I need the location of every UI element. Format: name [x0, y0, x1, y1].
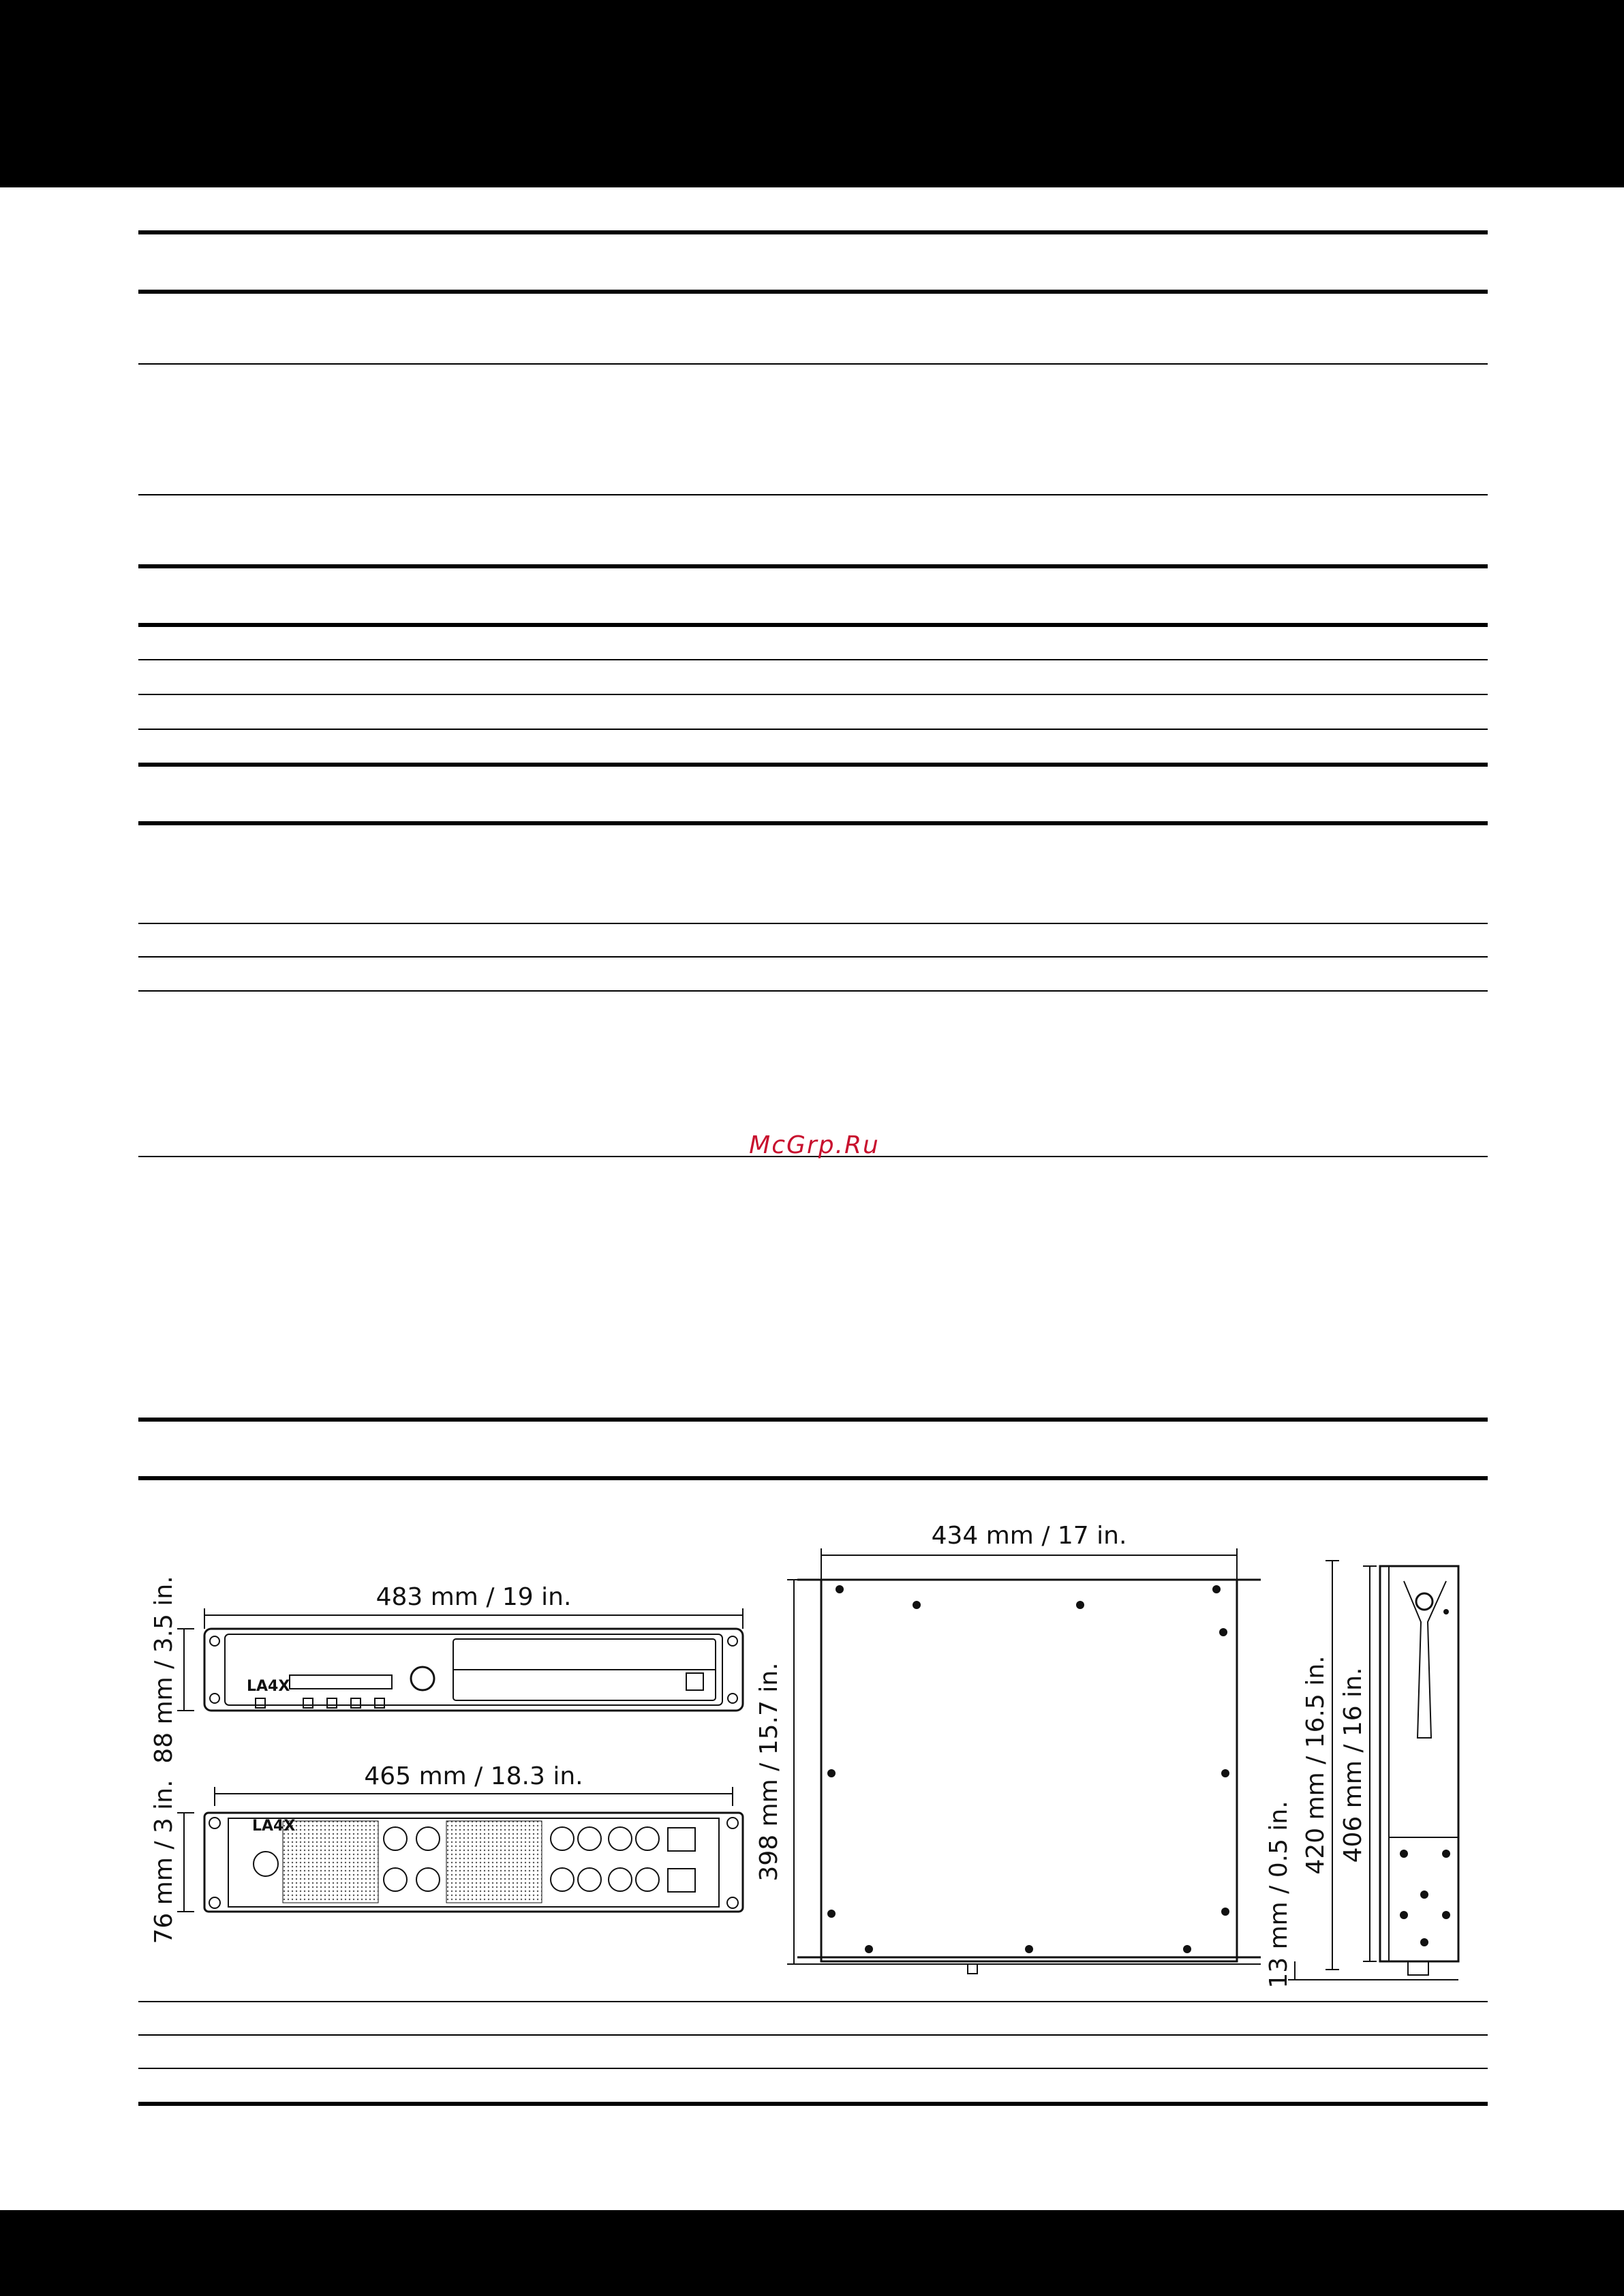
front-model-label: LA4X	[247, 1678, 290, 1695]
table-rule	[138, 2102, 1488, 2106]
table-rule	[138, 821, 1488, 825]
table-rule	[138, 956, 1488, 958]
side-overall-depth-dimension: 420 mm / 16.5 in.	[1302, 1655, 1330, 1875]
top-depth-dimension: 398 mm / 15.7 in.	[755, 1662, 783, 1882]
top-width-dimension: 434 mm / 17 in.	[931, 1522, 1127, 1550]
top-view	[787, 1548, 1261, 1974]
table-rule	[138, 494, 1488, 495]
front-width-dimension: 483 mm / 19 in.	[376, 1583, 572, 1611]
table-rule	[138, 659, 1488, 660]
table-rule	[138, 2068, 1488, 2069]
front-height-dimension: 88 mm / 3.5 in.	[150, 1576, 178, 1764]
table-rule	[138, 2034, 1488, 2036]
table-rule	[138, 1476, 1488, 1480]
rear-height-dimension: 76 mm / 3 in.	[150, 1779, 178, 1944]
footer-band	[0, 2210, 1624, 2296]
side-view-screws	[1400, 1609, 1450, 1946]
table-rule	[138, 1418, 1488, 1422]
rear-model-label: LA4X	[252, 1818, 296, 1835]
table-rule	[138, 694, 1488, 695]
top-view-screws	[827, 1585, 1229, 1953]
table-rule	[138, 564, 1488, 568]
side-handle-dimension: 13 mm / 0.5 in.	[1265, 1801, 1293, 1989]
header-band	[0, 0, 1624, 187]
table-rule	[138, 230, 1488, 234]
dimension-drawings	[143, 1513, 1479, 1990]
table-rule	[138, 729, 1488, 730]
rear-width-dimension: 465 mm / 18.3 in.	[364, 1762, 583, 1790]
table-rule	[138, 923, 1488, 924]
table-rule	[138, 990, 1488, 992]
table-rule	[138, 2001, 1488, 2002]
table-rule	[138, 763, 1488, 767]
side-body-depth-dimension: 406 mm / 16 in.	[1339, 1667, 1367, 1863]
table-rule	[138, 290, 1488, 294]
table-rule	[138, 623, 1488, 627]
watermark-text: McGrp.Ru	[749, 1131, 880, 1159]
table-rule	[138, 363, 1488, 365]
front-view	[177, 1608, 743, 1711]
rear-view	[177, 1787, 743, 1912]
